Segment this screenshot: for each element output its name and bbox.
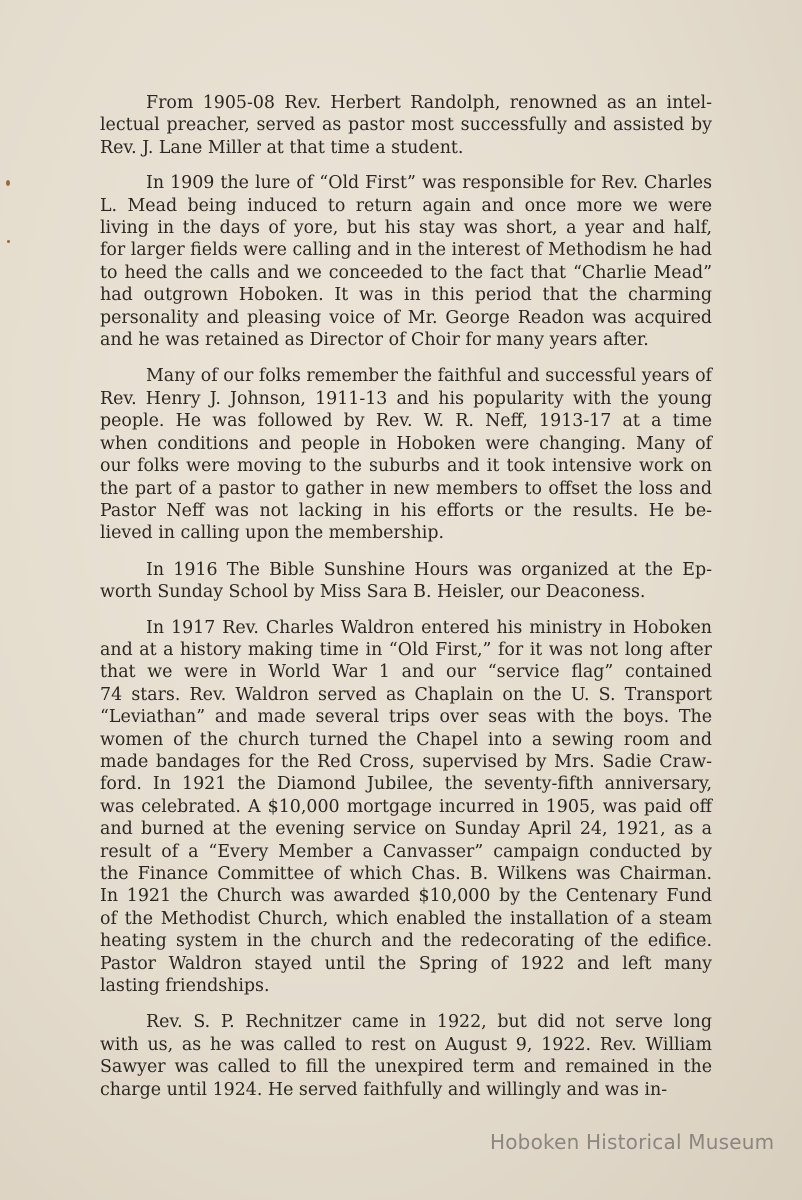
text-line: In 1921 the Church was awarded $10,000 by the Centenary Fund: [100, 886, 712, 907]
text-line: heating system in the church and the redecorating of the edifice.: [100, 931, 712, 952]
text-line: when conditions and people in Hoboken were changing. Many of: [100, 433, 712, 454]
paragraph: [100, 172, 712, 351]
document-text: [100, 92, 712, 1101]
text-line: From 1905-08 Rev. Herbert Randolph, renowned as an intel-: [146, 93, 712, 113]
text-line: ford. In 1921 the Diamond Jubilee, the seventy-fifth anniversary,: [100, 774, 712, 795]
museum-watermark: Hoboken Historical Museum: [490, 1130, 775, 1154]
text-line: Sawyer was called to fill the unexpired term and remained in the: [100, 1057, 712, 1078]
text-line: Rev. S. P. Rechnitzer came in 1922, but did not serve long: [146, 1012, 712, 1033]
text-line: lieved in calling upon the membership.: [100, 523, 445, 544]
text-line: result of a “Every Member a Canvasser” campaign conducted by: [100, 841, 712, 862]
text-line: made bandages for the Red Cross, supervised by Mrs. Sadie Craw-: [100, 751, 712, 772]
text-line: In 1917 Rev. Charles Waldron entered his ministry in Hoboken: [146, 617, 712, 638]
text-line: and at a history making time in “Old First,” for it was not long after: [100, 639, 712, 660]
text-line: with us, as he was called to rest on August 9, 1922. Rev. William: [100, 1034, 712, 1055]
text-line: lasting friendships.: [100, 976, 270, 997]
paragraph: [100, 1011, 712, 1101]
text-line: for larger fields were calling and in the interest of Methodism he had: [100, 240, 713, 261]
text-line: was celebrated. A $10,000 mortgage incurred in 1905, was paid off: [100, 796, 712, 817]
text-line: and he was retained as Director of Choir for many years after.: [100, 330, 649, 351]
text-line: charge until 1924. He served faithfully and willingly and was in-: [100, 1079, 668, 1100]
text-line: the part of a pastor to gather in new members to offset the loss and: [100, 478, 712, 499]
text-line: to heed the calls and we conceeded to the fact that “Charlie Mead”: [100, 262, 712, 283]
paragraph: [100, 365, 712, 544]
text-line: personality and pleasing voice of Mr. George Readon was acquired: [100, 307, 712, 328]
text-line: had outgrown Hoboken. It was in this period that the charming: [100, 285, 712, 306]
text-line: and burned at the evening service on Sunday April 24, 1921, as a: [100, 819, 712, 840]
paragraph: [100, 92, 712, 159]
text-line: 74 stars. Rev. Waldron served as Chaplain on the U. S. Transport: [100, 684, 712, 705]
text-line: L. Mead being induced to return again and once more we were: [100, 195, 712, 216]
text-line: In 1909 the lure of “Old First” was responsible for Rev. Charles: [146, 173, 712, 194]
text-line: Pastor Waldron stayed until the Spring of 1922 and left many: [100, 953, 712, 974]
text-line: Many of our folks remember the faithful and successful years of: [146, 366, 712, 387]
text-line: women of the church turned the Chapel into a sewing room and: [100, 729, 712, 750]
text-line: the Finance Committee of which Chas. B. Wilkens was Chairman.: [100, 864, 712, 884]
text-line: living in the days of yore, but his stay was short, a year and half,: [100, 218, 712, 239]
paragraph: [100, 559, 712, 604]
paper-speck: [6, 180, 10, 186]
text-line: that we were in World War 1 and our “service flag” contained: [100, 662, 712, 683]
text-line: of the Methodist Church, which enabled the installation of a steam: [100, 908, 712, 929]
text-line: Pastor Neff was not lacking in his efforts or the results. He be-: [100, 500, 712, 521]
text-line: Rev. Henry J. Johnson, 1911-13 and his popularity with the young: [100, 388, 712, 409]
text-line: In 1916 The Bible Sunshine Hours was organized at the Ep-: [146, 559, 712, 580]
text-line: worth Sunday School by Miss Sara B. Heisler, our Deaconess.: [100, 582, 646, 603]
paper-speck: [7, 240, 10, 243]
text-line: Rev. J. Lane Miller at that time a student.: [100, 137, 464, 158]
paragraph: [100, 617, 712, 998]
text-line: people. He was followed by Rev. W. R. Neff, 1913-17 at a time: [100, 411, 712, 432]
text-line: lectual preacher, served as pastor most successfully and assisted by: [100, 115, 712, 136]
text-line: “Leviathan” and made several trips over seas with the boys. The: [100, 707, 712, 728]
text-line: our folks were moving to the suburbs and it took intensive work on: [100, 456, 712, 477]
